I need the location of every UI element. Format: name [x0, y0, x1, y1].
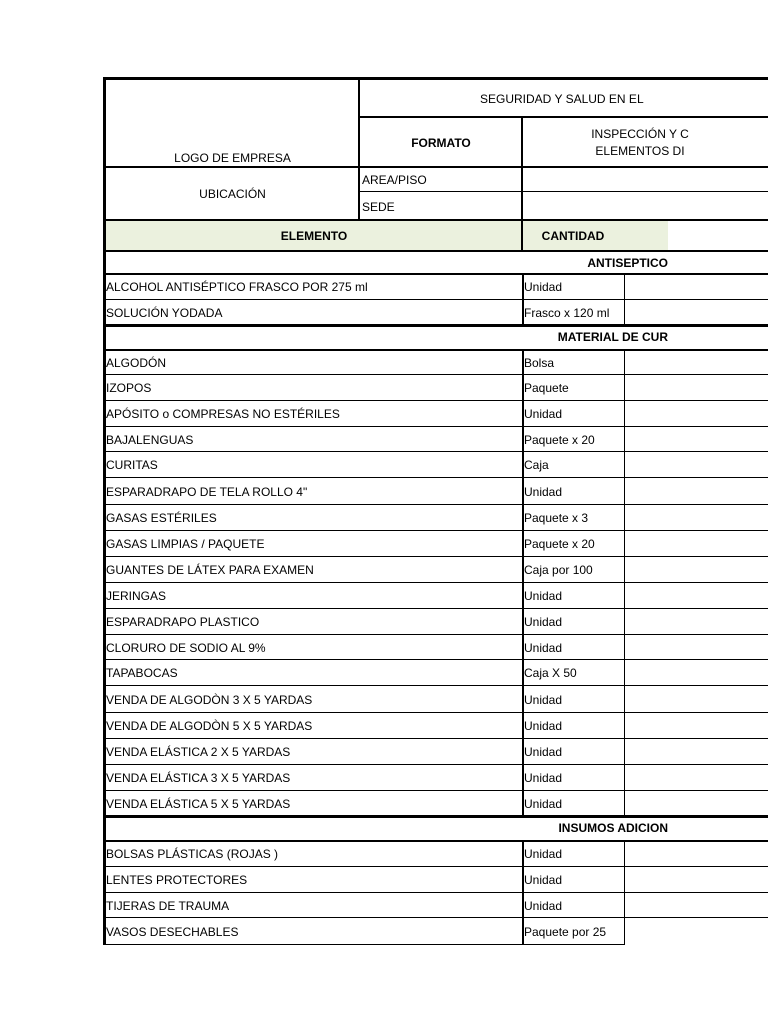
unit-of-measure: Caja — [524, 458, 549, 472]
col-divider-qty — [624, 300, 625, 326]
quantity-input[interactable] — [625, 557, 768, 583]
col-divider-qty — [624, 841, 625, 867]
row-bottom — [104, 866, 768, 867]
element-name: GUANTES DE LÁTEX PARA EXAMEN — [106, 563, 314, 577]
element-name: VENDA DE ALGODÒN 5 X 5 YARDAS — [106, 719, 313, 733]
quantity-input[interactable] — [625, 867, 768, 893]
element-name: ESPARADRAPO PLASTICO — [106, 615, 260, 629]
col-divider-unit — [522, 505, 524, 531]
frame-top — [103, 77, 768, 80]
col-divider-qty — [624, 583, 625, 609]
element-name: ALCOHOL ANTISÉPTICO FRASCO POR 275 ml — [106, 280, 368, 294]
divider-format-bottom — [104, 166, 768, 168]
col-divider-unit — [522, 686, 524, 713]
col-divider-qty — [624, 427, 625, 452]
divider-location-bottom — [104, 219, 768, 221]
sede-label: SEDE — [362, 200, 395, 214]
row-bottom — [104, 790, 768, 791]
unit-of-measure: Paquete — [524, 381, 569, 395]
quantity-input[interactable] — [625, 660, 768, 686]
element-name: ESPARADRAPO DE TELA ROLLO 4" — [106, 485, 308, 499]
row-bottom — [104, 892, 768, 893]
divider-header-bottom — [104, 250, 768, 252]
section-bottom — [104, 815, 768, 818]
unit-of-measure: Unidad — [524, 641, 563, 655]
element-name: LENTES PROTECTORES — [106, 873, 248, 887]
quantity-input[interactable] — [625, 609, 768, 635]
col-divider-qty — [624, 660, 625, 686]
col-divider-unit — [522, 375, 524, 401]
element-name: APÓSITO o COMPRESAS NO ESTÉRILES — [106, 407, 340, 421]
element-name: VENDA ELÁSTICA 3 X 5 YARDAS — [106, 771, 291, 785]
section-bottom — [104, 324, 768, 327]
quantity-input[interactable] — [625, 452, 768, 478]
element-name: BOLSAS PLÁSTICAS (ROJAS ) — [106, 847, 279, 861]
section-title: ANTISEPTICO — [587, 256, 668, 270]
row-bottom — [104, 477, 768, 478]
sede-value[interactable] — [523, 193, 668, 217]
element-name: VASOS DESECHABLES — [106, 925, 239, 939]
row-bottom — [104, 712, 768, 713]
sheet-title: SEGURIDAD Y SALUD EN EL — [480, 92, 644, 106]
element-name: GASAS ESTÉRILES — [106, 511, 217, 525]
unit-of-measure: Paquete x 20 — [524, 433, 595, 447]
element-name: BAJALENGUAS — [106, 433, 194, 447]
element-name: IZOPOS — [106, 381, 152, 395]
col-divider-unit — [522, 427, 524, 452]
row-bottom — [104, 608, 768, 609]
element-name: GASAS LIMPIAS / PAQUETE — [106, 537, 265, 551]
quantity-input[interactable] — [625, 739, 768, 765]
unit-of-measure: Unidad — [524, 719, 563, 733]
row-bottom — [104, 634, 768, 635]
col-divider-unit — [522, 635, 524, 660]
logo-placeholder: LOGO DE EMPRESA — [174, 151, 291, 165]
row-bottom — [104, 374, 768, 375]
col-divider-qty — [624, 274, 625, 300]
quantity-input[interactable] — [625, 893, 768, 918]
col-divider-unit — [522, 841, 524, 867]
col-divider-unit — [522, 300, 524, 326]
col-divider-unit — [522, 274, 524, 300]
row-bottom — [104, 738, 768, 739]
divider-area-bottom — [359, 191, 768, 192]
unit-of-measure: Unidad — [524, 589, 563, 603]
col-divider-qty — [624, 867, 625, 893]
unit-of-measure: Unidad — [524, 745, 563, 759]
col-divider-unit — [522, 609, 524, 635]
area-floor-label: AREA/PISO — [362, 173, 427, 187]
section-title: MATERIAL DE CUR — [557, 330, 668, 344]
row-bottom — [104, 764, 768, 765]
col-divider-unit — [522, 867, 524, 893]
col-divider-unit — [522, 660, 524, 686]
col-divider-unit — [522, 893, 524, 918]
col-divider-qty — [624, 918, 625, 945]
quantity-input[interactable] — [625, 350, 768, 375]
element-name: TAPABOCAS — [106, 666, 178, 680]
quantity-input[interactable] — [625, 505, 768, 531]
unit-of-measure: Unidad — [524, 847, 563, 861]
col-divider-qty — [624, 713, 625, 739]
col-divider-qty — [624, 401, 625, 427]
unit-of-measure: Unidad — [524, 899, 563, 913]
unit-of-measure: Unidad — [524, 693, 563, 707]
row-bottom — [104, 685, 768, 686]
section-title-bottom — [104, 349, 768, 351]
location-label: UBICACIÓN — [199, 187, 266, 201]
col-divider-unit — [522, 583, 524, 609]
format-description-line2: ELEMENTOS DI — [595, 144, 685, 158]
col-divider-unit — [522, 918, 524, 945]
col-divider-qty — [624, 791, 625, 817]
col-divider-unit — [522, 765, 524, 791]
unit-of-measure: Unidad — [524, 485, 563, 499]
unit-of-measure: Frasco x 120 ml — [524, 306, 610, 320]
col-divider-unit — [522, 739, 524, 765]
quantity-input[interactable] — [625, 635, 768, 660]
col-divider-unit — [522, 401, 524, 427]
row-bottom — [104, 451, 768, 452]
element-name: SOLUCIÓN YODADA — [106, 306, 223, 320]
divider-format-right — [521, 118, 523, 221]
col-divider-qty — [624, 609, 625, 635]
quantity-input[interactable] — [625, 686, 768, 713]
row-bottom — [104, 582, 768, 583]
col-divider-qty — [624, 531, 625, 557]
element-name: CURITAS — [106, 458, 158, 472]
row-bottom — [104, 917, 768, 918]
unit-of-measure: Paquete por 25 — [524, 925, 607, 939]
element-name: JERINGAS — [106, 589, 167, 603]
quantity-input[interactable] — [625, 401, 768, 427]
col-divider-qty — [624, 505, 625, 531]
quantity-input[interactable] — [625, 765, 768, 791]
row-bottom — [104, 299, 768, 300]
quantity-input[interactable] — [625, 841, 768, 867]
quantity-input[interactable] — [625, 713, 768, 739]
col-divider-qty — [624, 739, 625, 765]
element-name: VENDA DE ALGODÒN 3 X 5 YARDAS — [106, 693, 313, 707]
unit-of-measure: Unidad — [524, 797, 563, 811]
unit-of-measure: Unidad — [524, 771, 563, 785]
row-bottom — [104, 504, 768, 505]
col-divider-qty — [624, 893, 625, 918]
quantity-input[interactable] — [625, 791, 768, 817]
divider-title-bottom — [358, 116, 768, 118]
col-divider-qty — [624, 478, 625, 505]
row-bottom — [104, 400, 768, 401]
row-bottom — [104, 530, 768, 531]
quantity-input[interactable] — [625, 300, 768, 326]
column-header-element: ELEMENTO — [280, 229, 348, 243]
col-divider-qty — [624, 350, 625, 375]
divider-logo-right — [358, 79, 360, 221]
unit-of-measure: Unidad — [524, 407, 563, 421]
col-divider-qty — [624, 635, 625, 660]
unit-of-measure: Unidad — [524, 873, 563, 887]
col-divider-qty — [624, 375, 625, 401]
element-name: TIJERAS DE TRAUMA — [106, 899, 230, 913]
unit-of-measure: Paquete x 3 — [524, 511, 589, 525]
unit-of-measure: Unidad — [524, 615, 563, 629]
unit-of-measure: Caja por 100 — [524, 563, 593, 577]
format-description-line1: INSPECCIÓN Y C — [591, 127, 689, 141]
col-divider-unit — [522, 557, 524, 583]
row-bottom — [104, 556, 768, 557]
section-title-bottom — [104, 273, 768, 275]
section-title-bottom — [104, 840, 768, 842]
area-floor-value[interactable] — [523, 168, 668, 190]
row-bottom — [104, 659, 768, 660]
element-name: CLORURO DE SODIO AL 9% — [106, 641, 266, 655]
quantity-input[interactable] — [625, 918, 768, 945]
col-divider-unit — [522, 791, 524, 817]
quantity-input[interactable] — [625, 478, 768, 505]
col-divider-unit — [522, 350, 524, 375]
col-divider-qty — [624, 557, 625, 583]
element-name: VENDA ELÁSTICA 5 X 5 YARDAS — [106, 797, 291, 811]
column-header-quantity: CANTIDAD — [541, 229, 605, 243]
row-bottom — [104, 426, 768, 427]
col-divider-qty — [624, 765, 625, 791]
unit-of-measure: Paquete x 20 — [524, 537, 595, 551]
quantity-input[interactable] — [625, 274, 768, 300]
col-divider-unit — [522, 452, 524, 478]
unit-of-measure: Bolsa — [524, 356, 555, 370]
col-divider-unit — [522, 531, 524, 557]
unit-of-measure: Unidad — [524, 280, 563, 294]
col-divider-unit — [522, 478, 524, 505]
quantity-input[interactable] — [625, 375, 768, 401]
quantity-input[interactable] — [625, 427, 768, 452]
col-divider-unit — [522, 713, 524, 739]
unit-of-measure: Caja X 50 — [524, 666, 577, 680]
divider-header-middle — [521, 221, 523, 251]
col-divider-qty — [624, 452, 625, 478]
element-name: VENDA ELÁSTICA 2 X 5 YARDAS — [106, 745, 291, 759]
element-name: ALGODÓN — [106, 356, 167, 370]
section-title: INSUMOS ADICION — [558, 821, 668, 835]
col-divider-qty — [624, 686, 625, 713]
quantity-input[interactable] — [625, 531, 768, 557]
row-bottom — [104, 944, 625, 945]
format-label: FORMATO — [411, 136, 471, 150]
quantity-input[interactable] — [625, 583, 768, 609]
